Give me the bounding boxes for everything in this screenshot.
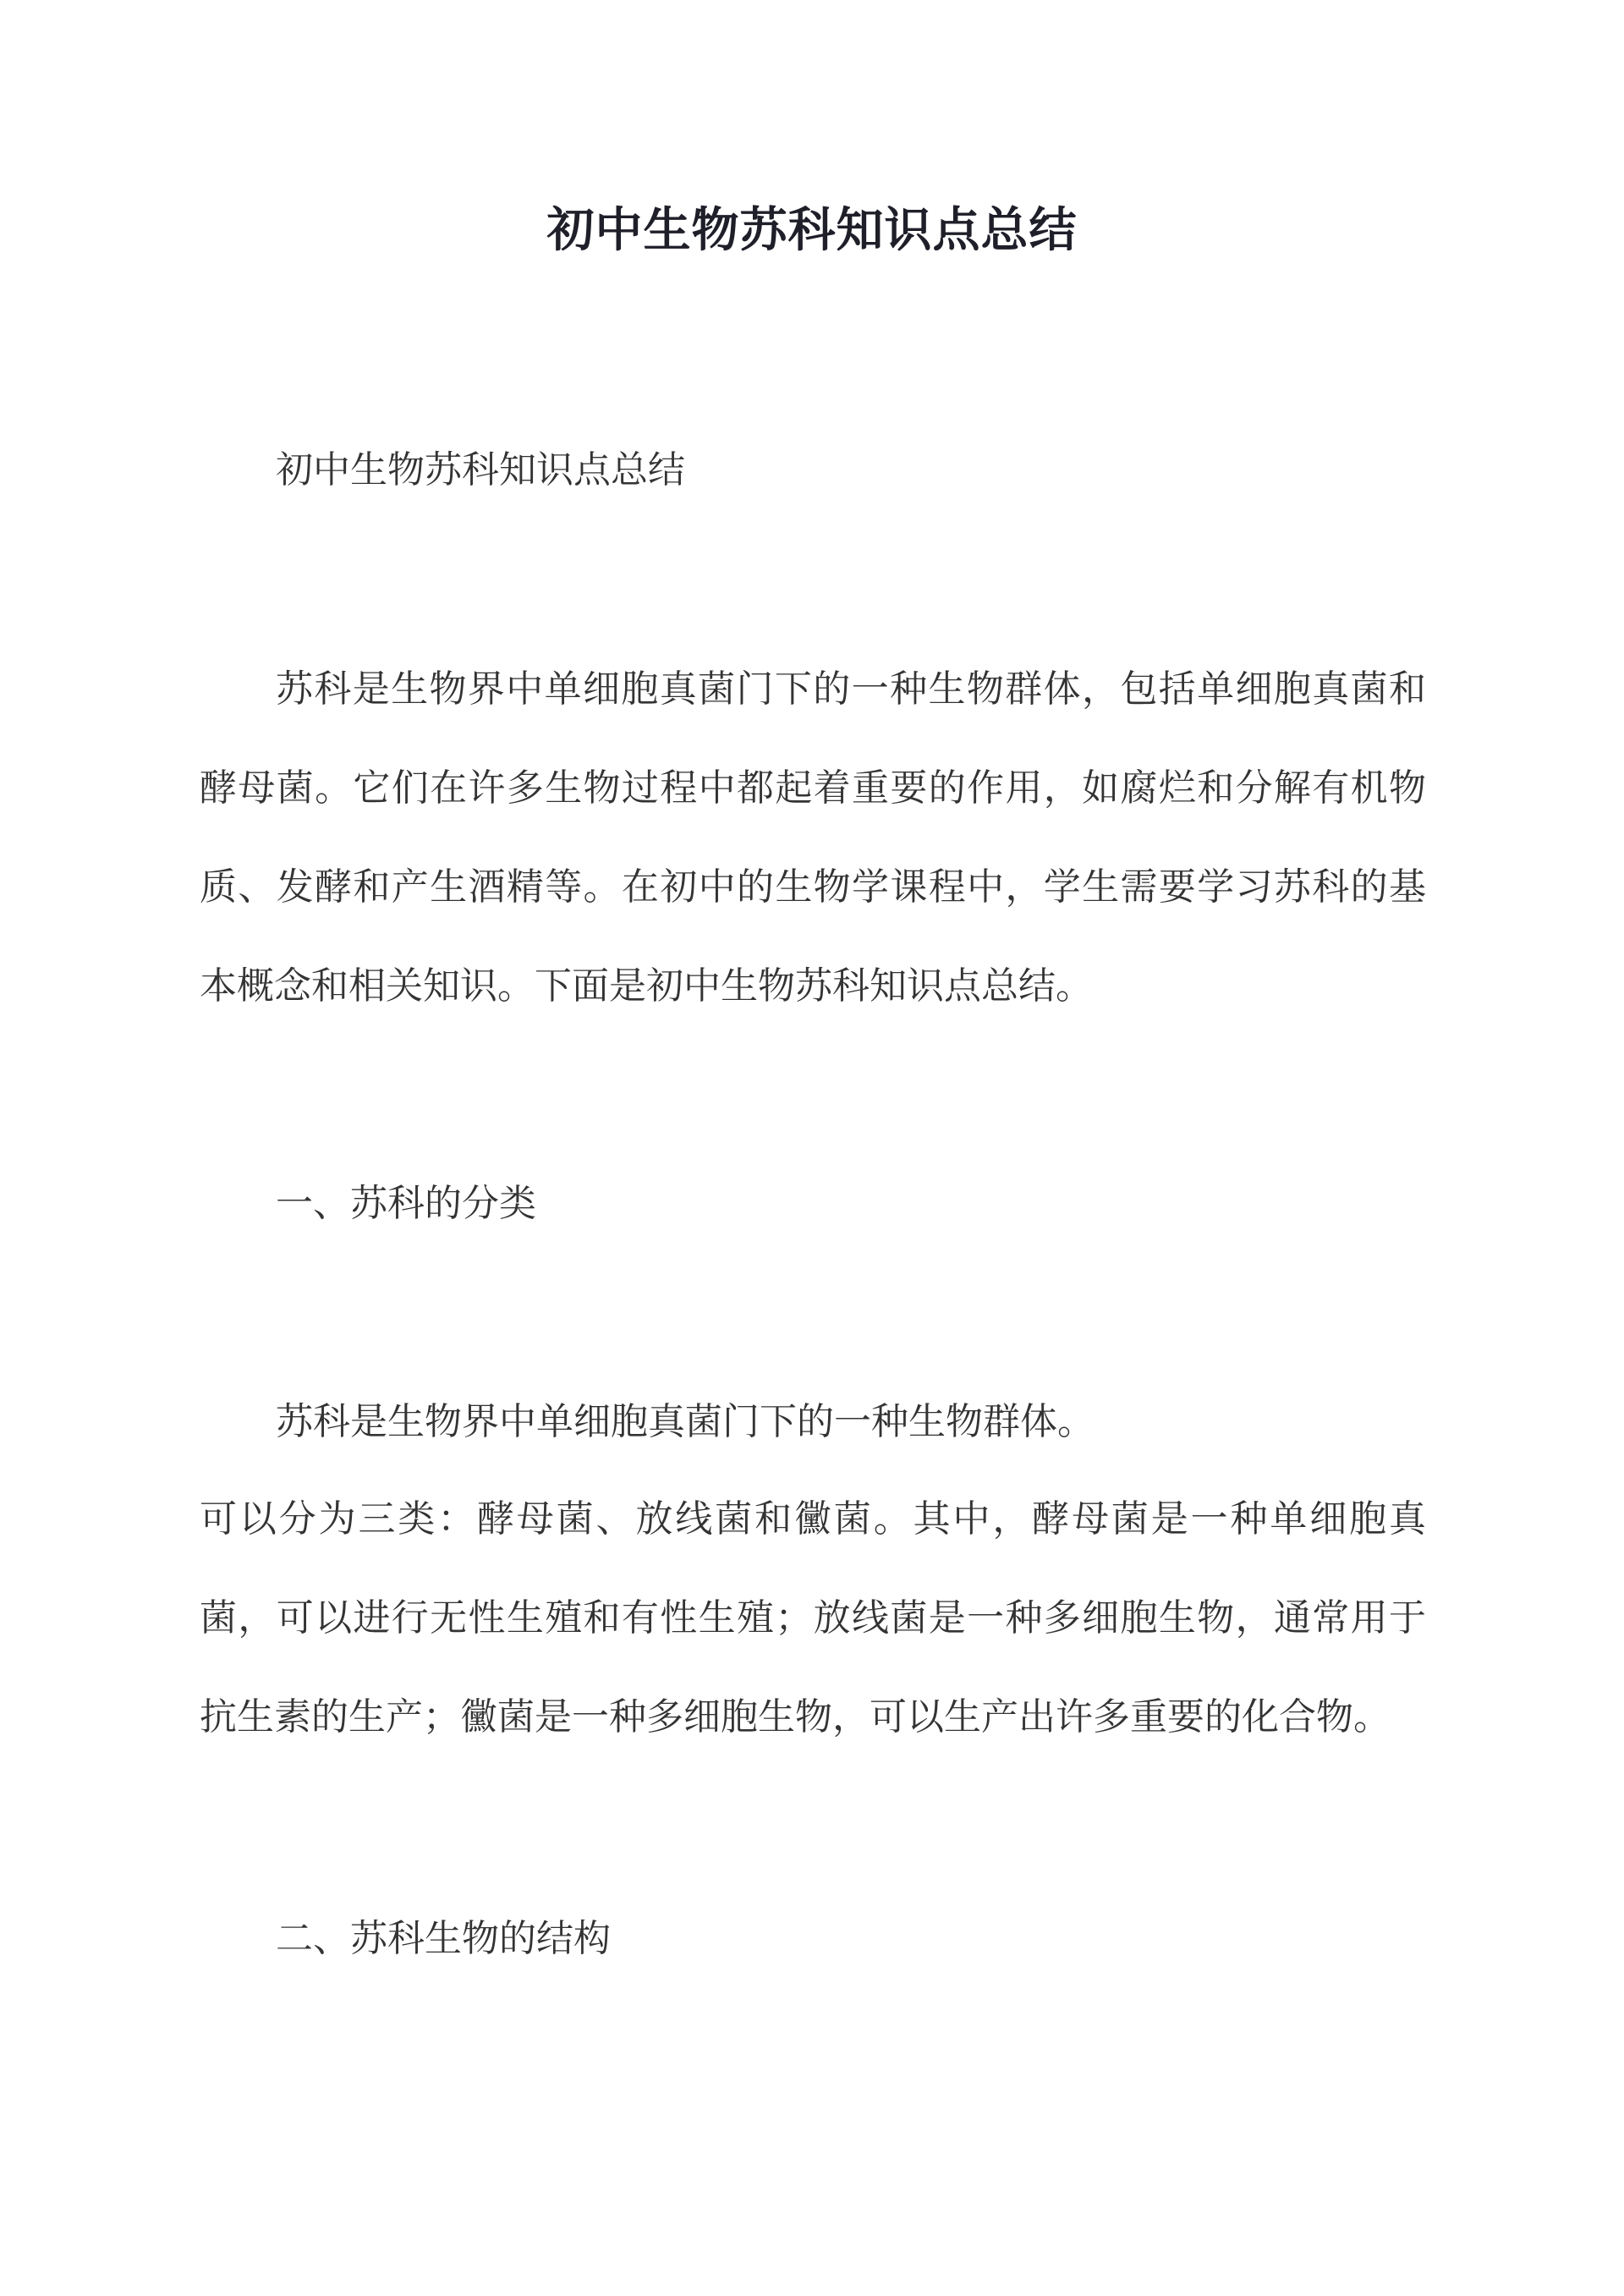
classification-first-line: 苏科是生物界中单细胞真菌门下的一种生物群体。 — [276, 1400, 1095, 1443]
classification-paragraph: 可以分为三类：酵母菌、放线菌和黴菌。其中，酵母菌是一种单细胞真菌，可以进行无性生殖和有性生殖；放线菌是一种多细胞生物，通常用于抗生素的生产；黴菌是一种多细胞生物，可以生产出许多重要的化合物。 — [200, 1497, 1426, 1738]
section-heading-structure: 二、苏科生物的结构 — [276, 1917, 611, 1960]
intro-paragraph: 苏科是生物界中单细胞真菌门下的一种生物群体，包括单细胞真菌和酵母菌。它们在许多生物过程中都起着重要的作用，如腐烂和分解有机物质、发酵和产生酒精等。在初中的生物学课程中，学生需要学习苏科的基本概念和相关知识。下面是初中生物苏科知识点总结。 — [200, 667, 1426, 1008]
document-subtitle: 初中生物苏科知识点总结 — [276, 448, 685, 492]
section-heading-classification: 一、苏科的分类 — [276, 1182, 536, 1225]
document-title: 初中生物苏科知识点总结 — [546, 202, 1078, 258]
